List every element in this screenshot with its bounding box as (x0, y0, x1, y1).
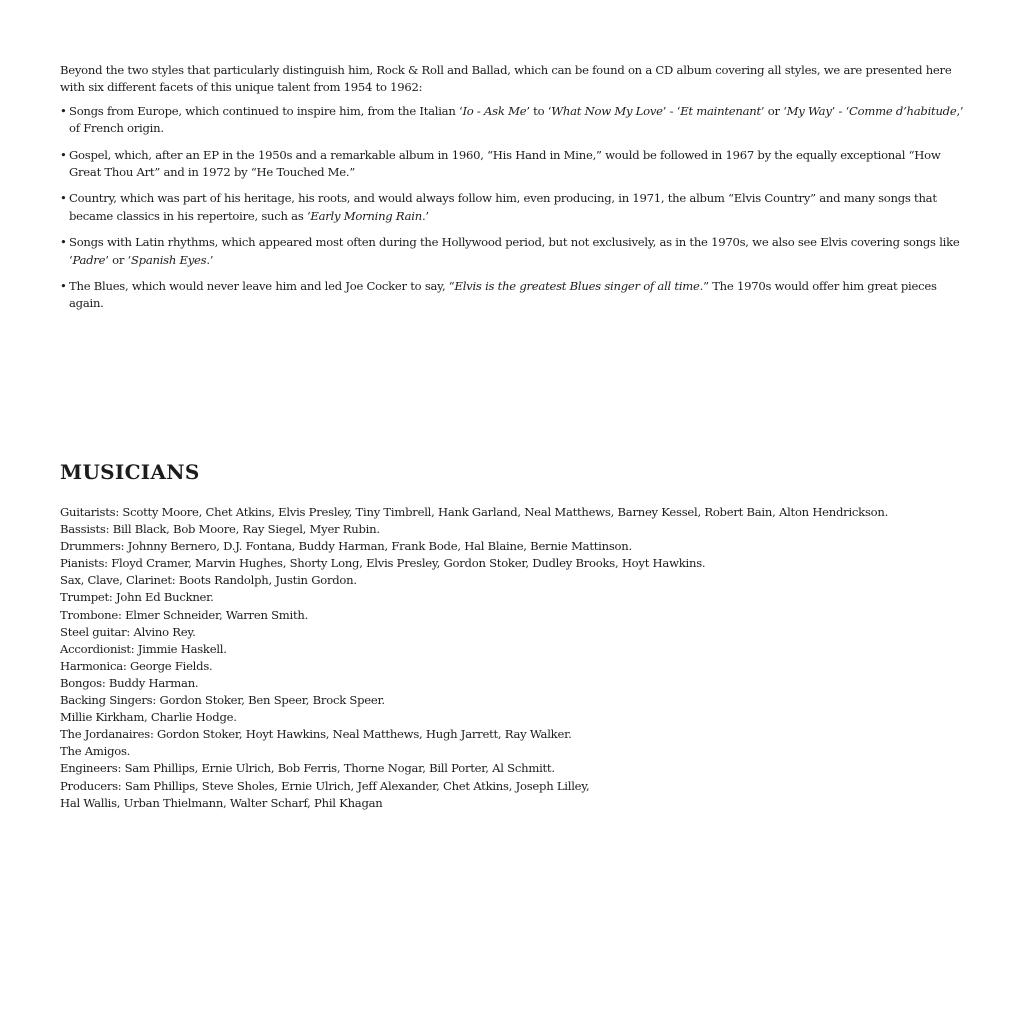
facet-text: .’ (421, 208, 429, 223)
facet-text: .” The 1970s would offer him great pieces again. (69, 279, 937, 311)
facet-text: Songs from Europe, which continued to inspire him, from the Italian ‘ (69, 103, 463, 118)
facet-title-italic: Io - Ask Me (462, 103, 527, 118)
credit-line: Pianists: Floyd Cramer, Marvin Hughes, Shorty Long, Elvis Presley, Gordon Stoker, Dudley Brooks, Hoyt Hawkins. (60, 556, 706, 571)
credit-line: Drummers: Johnny Bernero, D.J. Fontana, Buddy Harman, Frank Bode, Hal Blaine, Bernie Mattinson. (60, 539, 632, 554)
credit-line: Steel guitar: Alvino Rey. (60, 624, 196, 639)
credit-line: Harmonica: George Fields. (60, 658, 213, 673)
credit-line: Sax, Clave, Clarinet: Boots Randolph, Justin Gordon. (60, 573, 357, 588)
facet-text: ’ - ‘ (831, 103, 850, 118)
bullet-icon: • (60, 147, 67, 162)
intro-section (60, 62, 970, 322)
bullet-icon: • (60, 279, 67, 294)
facet-item (60, 103, 970, 138)
credit-line: Millie Kirkham, Charlie Hodge. (60, 710, 237, 725)
bullet-icon: • (60, 235, 67, 250)
credit-line: Backing Singers: Gordon Stoker, Ben Speer, Brock Speer. (60, 693, 385, 708)
bullet-icon: • (60, 191, 67, 206)
credit-line: The Amigos. (60, 744, 131, 759)
facet-text: ’ to ‘ (526, 103, 552, 118)
facet-title-italic: Elvis is the greatest Blues singer of all time (454, 279, 700, 294)
credit-line: Bongos: Buddy Harman. (60, 675, 199, 690)
credit-line: Bassists: Bill Black, Bob Moore, Ray Siegel, Myer Rubin. (60, 522, 380, 537)
credit-line: Producers: Sam Phillips, Steve Sholes, Ernie Ulrich, Jeff Alexander, Chet Atkins, Joseph Lilley, (60, 778, 590, 793)
facet-text: ,’ of French origin. (69, 103, 964, 136)
facet-title-italic: Et maintenant (680, 103, 761, 118)
facet-item (60, 190, 970, 225)
facet-item (60, 147, 970, 182)
musicians-credits-list (60, 504, 970, 812)
facet-title-italic: Comme d’habitude (849, 103, 957, 118)
facet-text: Songs with Latin rhythms, which appeared most often during the Hollywood period, but not exclusively, as in the 1970s, we also see Elvis covering songs like ‘ (69, 235, 960, 267)
musicians-heading: MUSICIANS (60, 460, 200, 484)
facet-text: Country, which was part of his heritage, his roots, and would always follow him, even producing, in 1971, the album “Elvis Country” and many songs that became classics in his repertoire, such as ‘ (69, 191, 937, 223)
facet-text: ’ or ‘ (760, 103, 787, 118)
credit-line: Accordionist: Jimmie Haskell. (60, 641, 227, 656)
facet-title-italic: Early Morning Rain (310, 208, 422, 223)
facet-text: Gospel, which, after an EP in the 1950s and a remarkable album in 1960, “His Hand in Mine,” would be followed in 1967 by the equally exceptional “How Great Thou Art” and in 1972 by “He Touched Me.” (69, 147, 941, 180)
bullet-icon: • (60, 103, 67, 118)
credit-line: Trombone: Elmer Schneider, Warren Smith. (60, 607, 309, 622)
facet-text: The Blues, which would never leave him and led Joe Cocker to say, “ (69, 279, 455, 294)
facet-text: .’ (206, 252, 214, 267)
facet-title-italic: My Way (786, 103, 832, 118)
credit-line: Trumpet: John Ed Buckner. (60, 590, 214, 605)
credit-line: The Jordanaires: Gordon Stoker, Hoyt Hawkins, Neal Matthews, Hugh Jarrett, Ray Walker. (60, 727, 572, 742)
facets-list (60, 103, 970, 313)
facet-text: ’ - ‘ (662, 103, 681, 118)
facet-title-italic: Padre (72, 252, 106, 267)
facet-title-italic: Spanish Eyes (130, 252, 207, 267)
credit-line: Engineers: Sam Phillips, Ernie Ulrich, Bob Ferris, Thorne Nogar, Bill Porter, Al Schmitt. (60, 761, 555, 776)
facet-item (60, 278, 970, 313)
credit-line: Guitarists: Scotty Moore, Chet Atkins, Elvis Presley, Tiny Timbrell, Hank Garland, Neal Matthews, Barney Kessel, Robert Bain, Alton Hendrickson. (60, 505, 889, 519)
facet-title-italic: What Now My Love (551, 103, 663, 118)
intro-paragraph: Beyond the two styles that particularly distinguish him, Rock & Roll and Ballad, which can be found on a CD album covering all styles, we are presented here with six different facets of this unique talent from 1954 to 1962: (60, 63, 952, 95)
facet-text: ’ or ‘ (105, 252, 131, 267)
credit-line: Hal Wallis, Urban Thielmann, Walter Scharf, Phil Khagan (60, 795, 383, 810)
facet-item (60, 234, 970, 269)
